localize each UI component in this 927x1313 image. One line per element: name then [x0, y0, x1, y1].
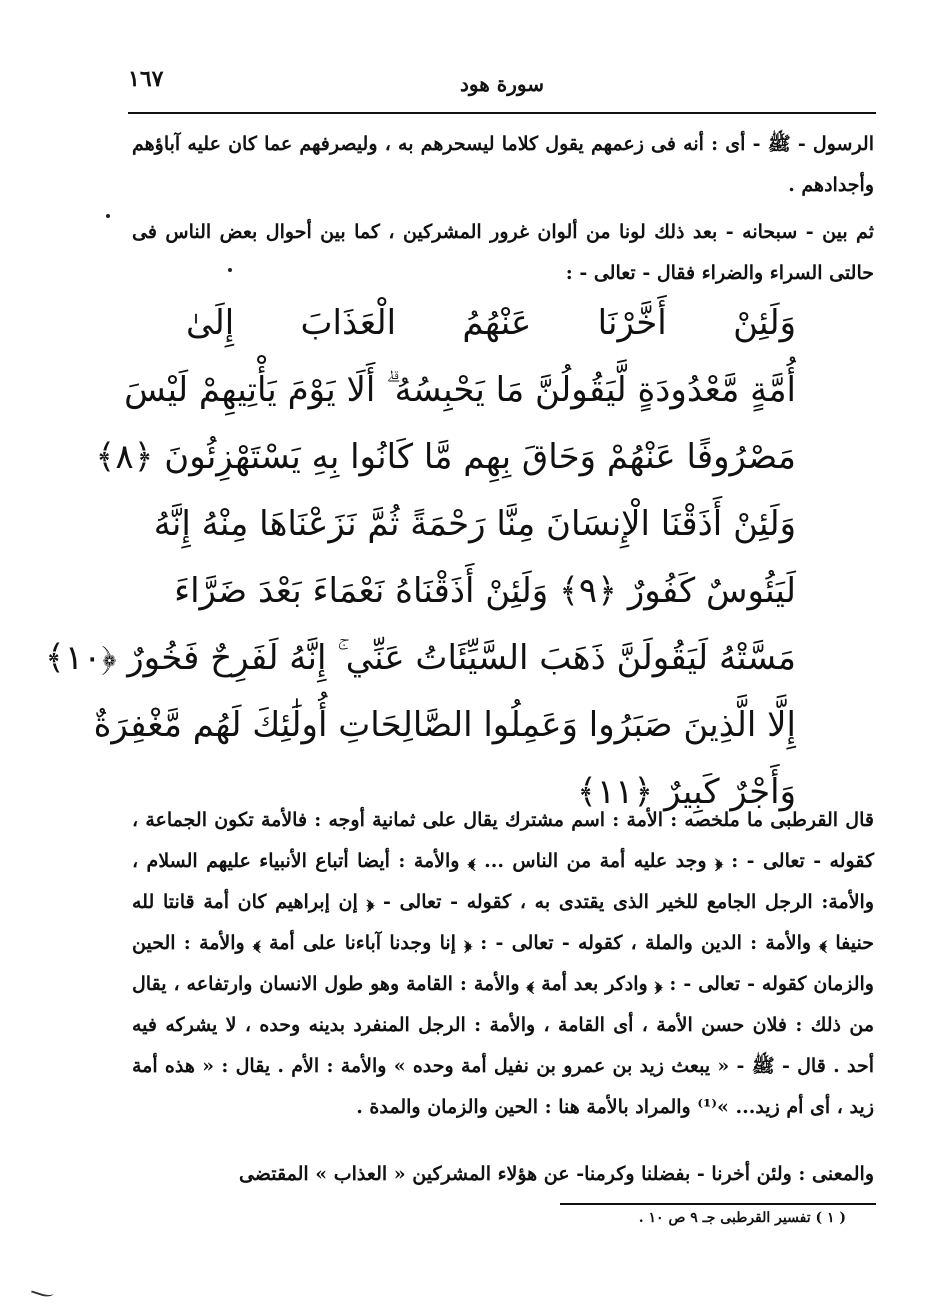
verse-line: إِلَّا الَّذِينَ صَبَرُوا وَعَمِلُوا الصَّالِحَاتِ أُولَٰئِكَ لَهُم مَّغْفِرَةٌ — [93, 705, 796, 745]
meaning-paragraph: والمعنى : ولئن أخرنا - بفضلنا وكرمنا- عن هؤلاء المشركين « العذاب » المقتضى — [238, 1163, 874, 1185]
verse-line: مَسَّتْهُ لَيَقُولَنَّ ذَهَبَ السَّيِّئَاتُ عَنِّي ۚ إِنَّهُ لَفَرِحٌ فَخُورٌ ﴿١٠﴾ — [44, 638, 796, 678]
scan-mark — [31, 1283, 55, 1299]
verse-line: وَلَئِنْ أَخَّرْنَا عَنْهُمُ الْعَذَابَ إِلَىٰ — [186, 303, 796, 343]
verse-line: وَلَئِنْ أَذَقْنَا الْإِنسَانَ مِنَّا رَحْمَةً ثُمَّ نَزَعْنَاهَا مِنْهُ إِنَّهُ — [153, 504, 796, 544]
print-speck — [106, 214, 110, 218]
verse-line: أُمَّةٍ مَّعْدُودَةٍ لَّيَقُولُنَّ مَا يَحْبِسُهُ ۗ أَلَا يَوْمَ يَأْتِيهِمْ لَيْسَ — [124, 370, 796, 410]
surah-title: سورة هود — [460, 72, 544, 96]
verse-line: وَأَجْرٌ كَبِيرٌ ﴿١١﴾ — [576, 772, 796, 812]
intro-paragraph-1: الرسول - ﷺ - أى : أنه فى زعمهم يقول كلاما ليسحرهم به ، وليصرفهم عما كان عليه آباؤهم وأجدادهم . — [132, 133, 874, 196]
print-speck — [228, 268, 232, 272]
verse-line: لَيَئُوسٌ كَفُورٌ ﴿٩﴾ وَلَئِنْ أَذَقْنَاهُ نَعْمَاءَ بَعْدَ ضَرَّاءَ — [174, 571, 796, 611]
intro-paragraph-2: ثم بين - سبحانه - بعد ذلك لونا من ألوان غرور المشركين ، كما بين أحوال بعض الناس فى حالتى السراء والضراء فقال - تعالى - : — [132, 221, 874, 284]
page-header — [128, 66, 876, 106]
footnote-divider — [560, 1203, 876, 1205]
header-divider — [128, 112, 876, 114]
quran-verses-block — [44, 290, 796, 826]
page-number: ١٦٧ — [128, 66, 164, 92]
commentary-paragraph: قال القرطبى ما ملخصه : الأمة : اسم مشترك يقال على ثمانية أوجه : فالأمة تكون الجماعة ، كقوله - تعالى - : ﴿ وجد عليه أمة من الناس ... ﴾ والأمة : أيضا أتباع الأنبياء عليهم السلام ، والأمة: الرجل الجامع للخير الذى يقتدى به ، كقوله - تعالى - ﴿ إن إبراهيم كان أمة قانتا لله حنيفا ﴾ والأمة : الدين والملة ، كقوله - تعالى - : ﴿ إنا وجدنا آباءنا على أمة ﴾ والأمة : الحين والزمان كقوله - تعالى - : ﴿ وادكر بعد أمة ﴾ والأمة : القامة وهو طول الانسان وارتفاعه ، يقال من ذلك : فلان حسن الأمة ، أى القامة ، والأمة : الرجل المنفرد بدينه وحده ، لا يشركه فيه أحد . قال - ﷺ - « يبعث زيد بن عمرو بن نفيل أمة وحده » والأمة : الأم . يقال : « هذه أمة زيد ، أى أم زيد... »⁽¹⁾ والمراد بالأمة هنا : الحين والزمان والمدة . — [132, 809, 874, 1118]
footnote: ( ١ ) تفسير القرطبى جـ ٩ ص ١٠ . — [638, 1210, 846, 1226]
verse-line: مَصْرُوفًا عَنْهُمْ وَحَاقَ بِهِم مَّا كَانُوا بِهِ يَسْتَهْزِئُونَ ﴿٨﴾ — [95, 437, 796, 477]
